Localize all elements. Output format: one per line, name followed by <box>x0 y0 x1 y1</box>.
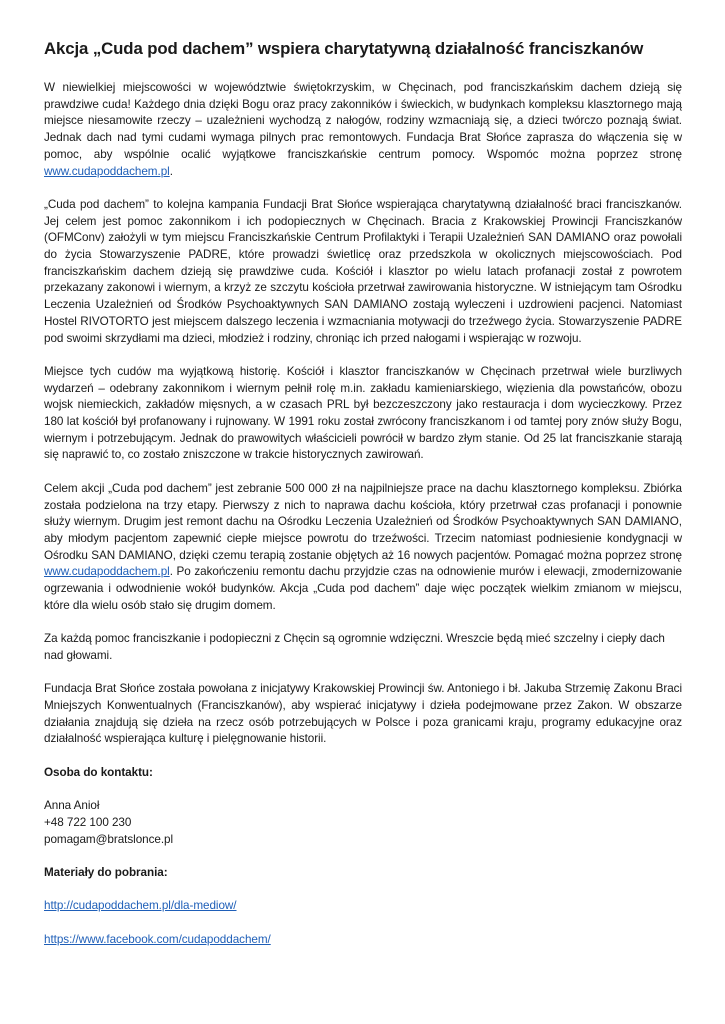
downloads-link-2-line <box>44 932 682 949</box>
contact-block <box>44 798 682 848</box>
article-title: Akcja „Cuda pod dachem” wspiera charytatywną działalność franciszkanów <box>44 39 644 58</box>
goal-paragraph <box>44 481 682 615</box>
campaign-paragraph: „Cuda pod dachem” to kolejna kampania Fundacji Brat Słońce wspierająca charytatywną działalność braci franciszkanów. Jej celem jest pomoc zakonnikom i ich podopiecznych w Chęcinach. Bracia z Krakowskiej Prowincji Franciszkanów (OFMConv) założyli w tym miejscu Franciszkańskie Centrum Profilaktyki i Terapii Uzależnień SAN DAMIANO oraz powołali do życia Stowarzyszenie PADRE, które prowadzi świetlicę oraz przedszkola w okolicznych miejscowościach. Pod franciszkańskim dachem dzieją się prawdziwe cuda. Kościół i klasztor po wielu latach profanacji został z powrotem przekazany zakonowi i wiernym, a krzyż ze szczytu kościoła przetrwał zawirowania historyczne. W istniejącym tam Ośrodku Leczenia Uzależnień od Środków Psychoaktywnych SAN DAMIANO zostają wyleczeni i uzdrowieni pacjenci. Natomiast Hostel RIVOTORTO jest miejscem dalszego leczenia i wzmacniania motywacji do trzeźwego życia. Stowarzyszenie PADRE pod swoimi skrzydłami ma dzieci, młodzież i rodziny, chroniąc ich przed nałogami i wspierając w rozwoju. <box>44 197 682 345</box>
facebook-link[interactable]: https://www.facebook.com/cudapoddachem/ <box>44 932 271 946</box>
contact-email: pomagam@bratslonce.pl <box>44 832 174 846</box>
intro-paragraph <box>44 80 682 180</box>
thanks-paragraph: Za każdą pomoc franciszkanie i podopieczni z Chęcin są ogromnie wdzięczni. Wreszcie będą mieć szczelny i ciepły dach nad głowami. <box>44 632 665 662</box>
goal-text: Celem akcji „Cuda pod dachem” jest zebranie 500 000 zł na najpilniejsze prace na dachu klasztornego kompleksu. Zbiórka została podzielona na trzy etapy. Pierwszy z nich to naprawa dachu kościoła, który przetrwał czas profanacji i ponownie służy wiernym. Drugim jest remont dachu na Ośrodku Leczenia Uzależnień od Środków Psychoaktywnych SAN DAMIANO, aby młodym pacjentom zapewnić ciepłe miejsce powrotu do trzeźwości. Trzecim natomiast podniesienie kondygnacji w Ośrodku SAN DAMIANO, dzięki czemu terapią zostanie objętych aż 16 nowych pacjentów. Pomagać można poprzez stronę <box>44 481 682 562</box>
website-link[interactable]: www.cudapoddachem.pl <box>44 164 170 178</box>
intro-text: W niewielkiej miejscowości w województwie świętokrzyskim, w Chęcinach, pod franciszkańskim dachem dzieją się prawdziwe cuda! Każdego dnia dzięki Bogu oraz pracy zakonników i świeckich, w budynkach kompleksu klasztornego mają miejsce niesamowite rzeczy – uzależnieni wychodzą z nałogów, rodziny wzmacniają się, a dzieci twórczo poznają świat. Jednak dach nad tymi cudami wymaga pilnych prac remontowych. Fundacja Brat Słońce zaprasza do włączenia się w pomoc, aby wspólnie ocalić wyjątkowe franciszkańskie centrum pomocy. Wspomóc można poprzez stronę <box>44 81 682 161</box>
contact-heading: Osoba do kontaktu: <box>44 765 153 779</box>
contact-name: Anna Anioł <box>44 799 100 813</box>
website-link-2[interactable]: www.cudapoddachem.pl <box>44 565 170 579</box>
downloads-link-1-line <box>44 898 682 915</box>
goal-text-end: . Po zakończeniu remontu dachu przyjdzie czas na odnowienie murów i elewacji, zmodernizowanie ogrzewania i odwodnienie wokół budynków. Akcja „Cuda pod dachem” daje więc początek wielkim zmianom w miejscu, które dla wielu osób stało się drugim domem. <box>44 565 682 612</box>
downloads-heading: Materiały do pobrania: <box>44 865 168 879</box>
intro-end: . <box>169 164 173 178</box>
media-download-link[interactable]: http://cudapoddachem.pl/dla-mediow/ <box>44 899 237 913</box>
history-paragraph: Miejsce tych cudów ma wyjątkową historię. Kościół i klasztor franciszkanów w Chęcinach przetrwał wiele burzliwych wydarzeń – odebrany zakonnikom i wiernym pełnił rolę m.in. zakładu kamieniarskiego, więzienia dla powstańców, obozu wojsk niemieckich, zakładów mięsnych, a w czasach PRL był bezczeszczony jako restauracja i dom wycieczkowy. Przez 180 lat kościół był profanowany i rujnowany. W 1991 roku został zwrócony franciszkanom i od tamtej pory znów służy Bogu, wiernym i potrzebującym. Jednak do prawowitych właścicieli powrócił w bardzo złym stanie. Od 25 lat franciszkanie starają się naprawić to, co zostało zniszczone w trakcie historycznych zawirowań. <box>44 364 682 462</box>
contact-phone: +48 722 100 230 <box>44 815 132 829</box>
foundation-paragraph: Fundacja Brat Słońce została powołana z inicjatywy Krakowskiej Prowincji św. Antoniego i bł. Jakuba Strzemię Zakonu Braci Mniejszych Konwentualnych (Franciszkanów), aby wspierać inicjatywy i dzieła podejmowane przez Zakon. W obszarze działania znajdują się dzieła na rzecz osób potrzebujących w Polsce i poza granicami kraju, programy edukacyjne oraz działalność wspierająca kulturę i pielęgnowanie historii. <box>44 682 682 746</box>
